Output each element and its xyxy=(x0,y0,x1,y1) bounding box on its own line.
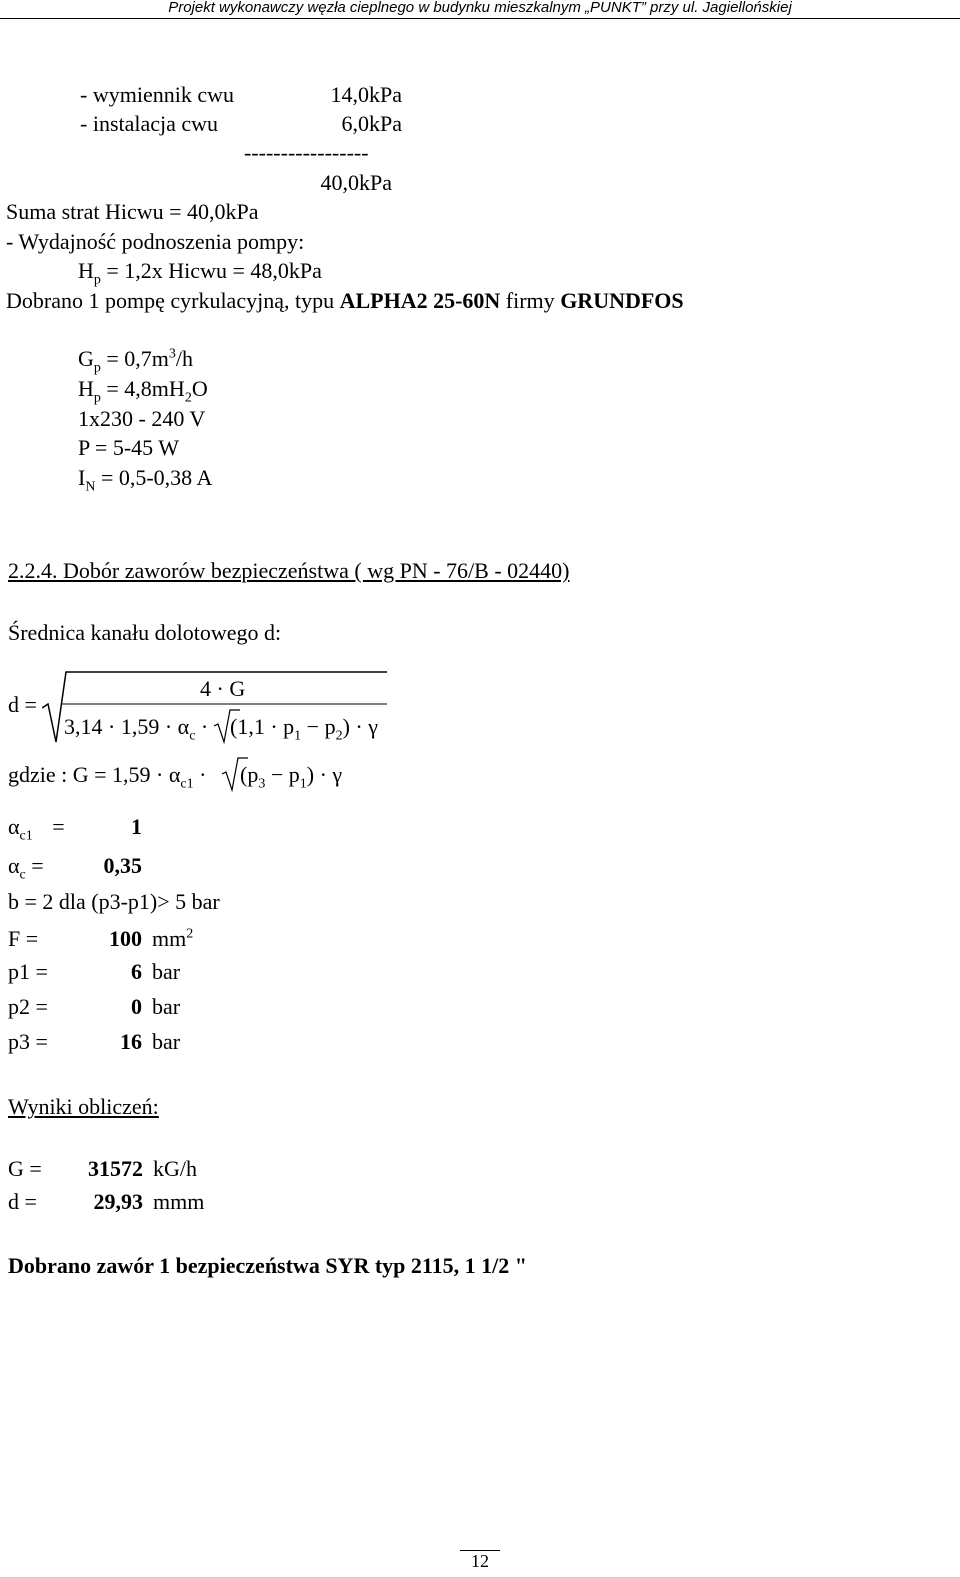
formula-denominator: $3,14 \cdot 1,59 \cdot \alpha_c$ · xyxy=(64,714,209,744)
header-rule xyxy=(0,18,960,19)
param-f-label: F = xyxy=(8,926,39,951)
param-p3-unit: bar xyxy=(152,1029,181,1054)
hp-line: $H_p = 1,2x$ Hicwu = 48,0kPa xyxy=(78,258,322,288)
loss-item-label-1: - wymiennik cwu xyxy=(80,82,234,107)
result-d-value: 29,93 xyxy=(93,1189,143,1214)
conclusion: Dobrano zawór 1 bezpieczeństwa SYR typ 2115, 1 1/2 " xyxy=(8,1253,528,1278)
param-alpha-c1: $\alpha_{c1}$ = xyxy=(8,814,65,844)
result-d-unit: mmm xyxy=(153,1189,205,1214)
pump-spec-voltage: 1x230 - 240 V xyxy=(78,406,206,431)
param-alpha-c-value: 0,35 xyxy=(103,853,142,878)
loss-separator: ----------------- xyxy=(244,140,369,165)
loss-sum-line: Suma strat Hicwu = 40,0kPa xyxy=(6,199,259,224)
formula-where: gdzie : $G = 1,59 \cdot \alpha_{c1}$ · xyxy=(8,762,207,792)
section-title: 2.2.4. Dobór zaworów bezpieczeństwa ( wg PN - 76/B - 02440) xyxy=(8,558,570,583)
results-title: Wyniki obliczeń: xyxy=(8,1094,159,1119)
pump-chosen-line: Dobrano 1 pompę cyrkulacyjną, typu ALPHA2 25-60N firmy GRUNDFOS xyxy=(6,288,684,313)
formula-denominator-inner: $(1,1 \cdot p_1 - p_2) \cdot \gamma$ xyxy=(230,714,378,744)
pump-spec-power: P = 5-45 W xyxy=(78,435,180,460)
param-f-unit: $mm^2$ xyxy=(152,926,194,951)
pump-spec-gp: $G_p = 0,7m^3/h$ xyxy=(78,346,194,376)
page-header: Projekt wykonawczy węzła cieplnego w budynku mieszkalnym „PUNKT” przy ul. Jagiellońskiej xyxy=(168,0,792,16)
param-p2-unit: bar xyxy=(152,994,181,1019)
loss-item-value-2: 6,0kPa xyxy=(341,111,402,136)
param-p2-label: p2 = xyxy=(8,994,48,1019)
diameter-label: Średnica kanału dolotowego d: xyxy=(8,620,282,645)
param-alpha-c: $\alpha_c$ = xyxy=(8,853,44,883)
param-p1-unit: bar xyxy=(152,959,181,984)
formula-d-lhs: d = xyxy=(8,692,37,717)
result-g-unit: kG/h xyxy=(153,1156,197,1181)
param-b-line: b = 2 dla (p3-p1)> 5 bar xyxy=(8,889,220,914)
result-d-label: d = xyxy=(8,1189,37,1214)
result-g-value: 31572 xyxy=(88,1156,143,1181)
loss-item-value-1: 14,0kPa xyxy=(330,82,402,107)
page-number: 12 xyxy=(471,1551,489,1571)
pump-spec-current: $I_N = 0,5-0,38$ A xyxy=(78,465,213,495)
param-p3-value: 16 xyxy=(120,1029,142,1054)
param-p3-label: p3 = xyxy=(8,1029,48,1054)
pump-spec-hp: $H_p = 4,8mH_2O$ xyxy=(78,376,208,406)
formula-numerator: 4 · G xyxy=(200,676,246,701)
param-p2-value: 0 xyxy=(131,994,142,1019)
formula-where-inner: $(p_3 - p_1) \cdot \gamma$ xyxy=(240,762,343,792)
loss-total: 40,0kPa xyxy=(320,170,392,195)
loss-item-label-2: - instalacja cwu xyxy=(80,111,219,136)
result-g-label: G = xyxy=(8,1156,42,1181)
param-f-value: 100 xyxy=(109,926,142,951)
param-alpha-c1-value: 1 xyxy=(131,814,142,839)
param-p1-value: 6 xyxy=(131,959,142,984)
pump-head-label: - Wydajność podnoszenia pompy: xyxy=(6,229,305,254)
param-p1-label: p1 = xyxy=(8,959,48,984)
